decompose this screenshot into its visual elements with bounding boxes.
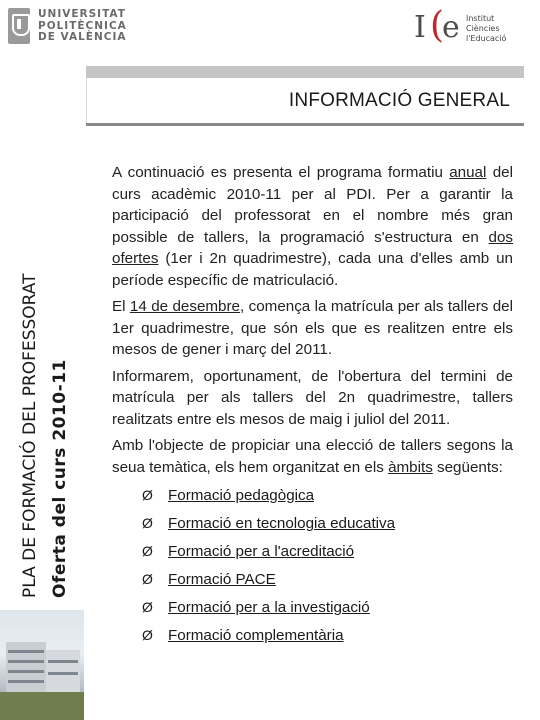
list-item: [142, 483, 513, 511]
ice-logo-line-2: Ciències: [466, 24, 500, 33]
list-item: [142, 595, 513, 623]
link-anual[interactable]: anual: [449, 164, 487, 181]
paragraph-2-text-b: , comença la matrícula per als tallers del 1er quadrimestre, que són els que es realitzen entre els mesos de gener i març del 2011.: [112, 298, 513, 358]
upv-logo-line-1: UNIVERSITAT: [38, 8, 126, 20]
photo-building-2: [46, 650, 80, 692]
arrow-bullet-icon: Ø: [142, 627, 153, 643]
arrow-bullet-icon: Ø: [142, 543, 153, 559]
ice-logo-e: e: [442, 10, 460, 45]
list-item: [142, 567, 513, 595]
paragraph-4-text-b: següents:: [432, 458, 503, 476]
list-item: [142, 539, 513, 567]
body-text: [112, 162, 513, 651]
paragraph-4-text-a: Amb l'objecte de propiciar una elecció de tallers segons la seua temàtica, els hem organitzat en els: [112, 437, 513, 476]
page-title: INFORMACIÓ GENERAL: [288, 90, 510, 111]
photo-window-row: [8, 680, 44, 683]
ice-logo-paren: (: [430, 5, 445, 46]
areas-list: [112, 483, 513, 651]
list-item: [142, 623, 513, 651]
photo-window-row: [8, 660, 44, 663]
link-ambits[interactable]: àmbits: [388, 458, 433, 476]
ice-logo-i: I: [414, 10, 426, 45]
area-link-investigacio[interactable]: Formació per a la investigació: [168, 599, 370, 616]
paragraph-1-text-c: (1er i 2n quadrimestre), cada una d'elles amb un període específic de matriculació.: [112, 250, 513, 289]
arrow-bullet-icon: Ø: [142, 599, 153, 615]
photo-grass: [0, 692, 84, 720]
paragraph-3: Informarem, oportunament, de l'obertura del termini de matrícula per als tallers del 2n quadrimestre, tallers realitzats entre els mesos de maig i juliol del 2011.: [112, 367, 513, 428]
upv-logo-line-3: DE VALÈNCIA: [38, 31, 127, 43]
arrow-bullet-icon: Ø: [142, 487, 153, 503]
side-title-plan: PLA DE FORMACIÓ DEL PROFESSORAT: [20, 273, 40, 598]
upv-crest-icon: [8, 8, 30, 44]
title-box: [86, 66, 524, 126]
link-14-desembre[interactable]: 14 de desembre: [129, 298, 241, 315]
arrow-bullet-icon: Ø: [142, 515, 153, 531]
area-link-acreditacio[interactable]: Formació per a l'acreditació: [168, 543, 355, 560]
side-titles: [16, 150, 78, 610]
area-link-pedagogica[interactable]: Formació pedagògica: [168, 487, 315, 504]
paragraph-2: [112, 296, 513, 361]
paragraph-1: [112, 162, 513, 291]
list-item: [142, 511, 513, 539]
ice-logo-line-1: Institut: [466, 14, 495, 23]
area-link-pace[interactable]: Formació PACE: [168, 571, 276, 588]
area-link-tecnologia[interactable]: Formació en tecnologia educativa: [168, 515, 396, 532]
photo-window-row: [48, 660, 78, 663]
paragraph-1-text-a: A continuació es presenta el programa formatiu: [112, 164, 450, 181]
area-link-complementaria[interactable]: Formació complementària: [168, 627, 344, 644]
arrow-bullet-icon: Ø: [142, 571, 153, 587]
photo-window-row: [8, 670, 44, 673]
photo-window-row: [8, 650, 44, 653]
photo-window-row: [48, 672, 78, 675]
ice-logo-line-3: l'Educació: [466, 34, 507, 43]
upv-logo-line-2: POLITÈCNICA: [38, 19, 127, 32]
title-rule: [86, 123, 524, 126]
paragraph-1-text-b: del curs acadèmic 2010-11 per al PDI. Per a garantir la participació del professorat en el nombre més gran possible de tallers, la programació s'estructura en: [112, 164, 513, 246]
title-topbar: [86, 66, 524, 78]
ice-logo: [412, 5, 537, 46]
link-dos-ofertes[interactable]: dos ofertes: [112, 228, 513, 267]
campus-photo: [0, 610, 84, 720]
paragraph-2-text-a: El: [112, 298, 130, 315]
side-title-offer: Oferta del curs 2010-11: [50, 359, 70, 598]
upv-logo: [8, 8, 128, 48]
paragraph-4: [112, 435, 513, 478]
